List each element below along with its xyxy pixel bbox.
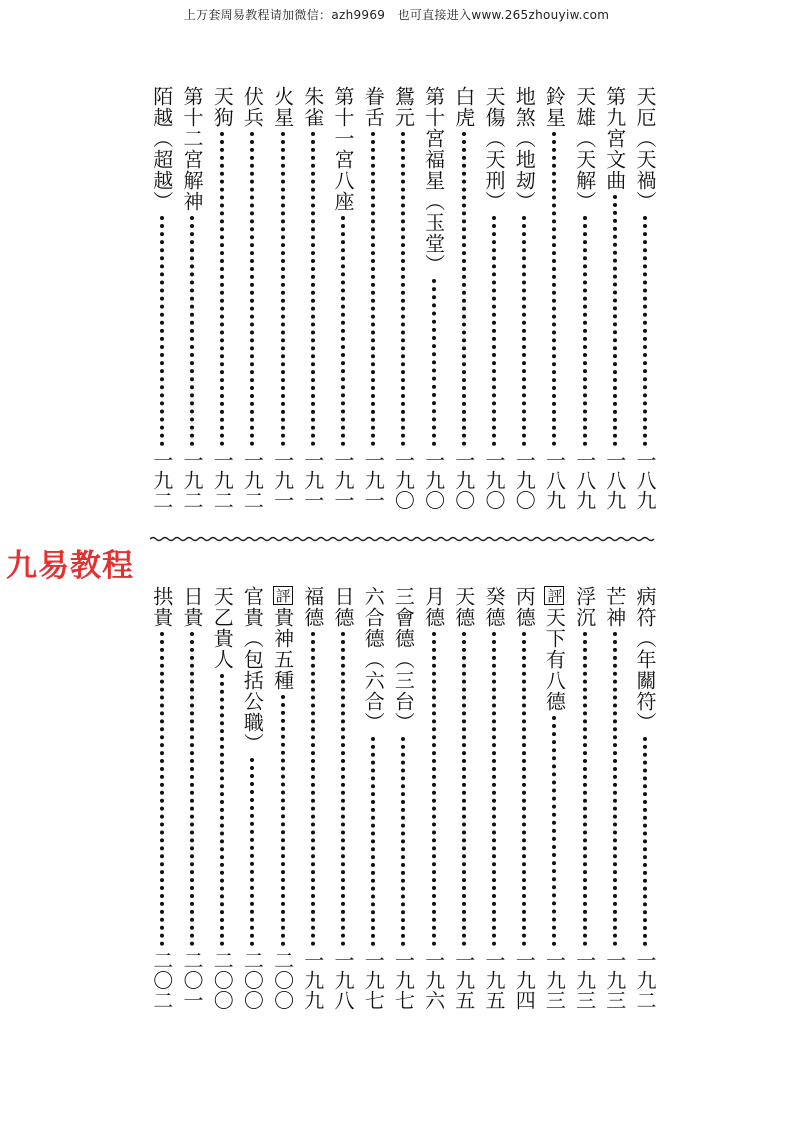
toc-entry: [177, 86, 207, 510]
toc-entry-title: 病符（年關符）: [633, 586, 657, 733]
dot-leader: [190, 632, 194, 946]
dot-leader: [643, 216, 647, 446]
toc-page-number: 一九三: [542, 950, 567, 1010]
dot-leader: [220, 674, 224, 946]
toc-entry: [298, 86, 328, 510]
toc-page-number: 一九五: [482, 950, 506, 1010]
toc-entry: [479, 586, 509, 1010]
toc-entry: [539, 586, 569, 1010]
toc-entry: [449, 586, 479, 1010]
toc-entry: [237, 86, 267, 510]
toc-entry: [358, 586, 388, 1010]
toc-page-number: 二〇二: [149, 950, 174, 1010]
toc-entry-title: 第十一宮八座: [331, 86, 355, 212]
dot-leader: [281, 695, 285, 946]
toc-entry-title: 天傷（天刑）: [482, 86, 506, 212]
dot-leader: [371, 737, 375, 946]
toc-page-number: 一九七: [361, 950, 386, 1010]
toc-entry: [268, 86, 298, 510]
dot-leader: [613, 195, 617, 446]
dot-leader: [432, 632, 436, 946]
dot-leader: [401, 132, 405, 446]
toc-page-number: 一九四: [512, 950, 537, 1010]
toc-entry: [328, 586, 358, 1010]
toc-entry-title: 第十二宮解神: [180, 86, 204, 212]
toc-lower-section: [0, 586, 793, 1010]
toc-page-number: 一九二: [633, 950, 657, 1010]
toc-page-number: 二〇〇: [240, 950, 265, 1010]
toc-entry-title: 天下有八德: [542, 607, 567, 712]
toc-page-number: 一九一: [361, 450, 386, 510]
toc-page-number: 一九五: [451, 950, 476, 1010]
dot-leader: [462, 632, 466, 946]
toc-entry: [630, 586, 660, 1010]
toc-page-number: 一九三: [602, 950, 627, 1010]
dot-leader: [341, 216, 345, 446]
toc-entry: [358, 86, 388, 510]
toc-entry: [328, 86, 358, 510]
dot-leader: [190, 216, 194, 446]
toc-page-number: 一九〇: [451, 450, 476, 510]
toc-entry: [207, 586, 237, 1010]
toc-page-number: 一九〇: [482, 450, 506, 510]
dot-leader: [250, 132, 254, 446]
toc-page-number: 一九〇: [391, 450, 416, 510]
toc-entry: [147, 586, 177, 1010]
toc-entry-title: 白虎: [451, 86, 476, 128]
dot-leader: [552, 716, 556, 946]
toc-entry-title: 眷舌: [361, 86, 386, 128]
dot-leader: [462, 132, 466, 446]
toc-entry: [570, 86, 600, 510]
toc-page-number: 一九〇: [512, 450, 537, 510]
dot-leader: [492, 216, 496, 446]
dot-leader: [522, 632, 526, 946]
toc-entry: [298, 586, 328, 1010]
toc-entry-title: 地煞（地刼）: [512, 86, 537, 212]
dot-leader: [220, 132, 224, 446]
toc-entry-title: 天德: [451, 586, 476, 628]
dot-leader: [492, 632, 496, 946]
toc-page-number: 一八九: [633, 450, 657, 510]
toc-entry: [600, 86, 630, 510]
dot-leader: [583, 216, 587, 446]
toc-entry-title: 陌越（超越）: [149, 86, 174, 212]
toc-entry-title: 福德: [300, 586, 325, 628]
toc-page-number: 一九二: [240, 450, 265, 510]
toc-page-number: 一九八: [331, 950, 355, 1010]
watermark-logo: 九易教程: [6, 548, 134, 584]
toc-page-number: 二〇〇: [270, 950, 295, 1010]
dot-leader: [643, 737, 647, 946]
toc-entry-title: 日德: [331, 586, 355, 628]
dot-leader: [250, 758, 254, 946]
toc-entry: [268, 586, 298, 1010]
toc-page-number: 二〇〇: [210, 950, 235, 1010]
toc-entry-title: 鴛元: [391, 86, 416, 128]
toc-entry: [419, 86, 449, 510]
toc-entry-title: 浮沉: [572, 586, 597, 628]
toc-entry-title: 天狗: [210, 86, 235, 128]
dot-leader: [522, 216, 526, 446]
dot-leader: [160, 216, 164, 446]
dot-leader: [371, 132, 375, 446]
toc-entry: [570, 586, 600, 1010]
toc-entry-title: 鈴星: [542, 86, 567, 128]
toc-entry: [419, 586, 449, 1010]
toc-page-number: 一九一: [300, 450, 325, 510]
dot-leader: [160, 632, 164, 946]
toc-page-number: 一九二: [180, 450, 204, 510]
toc-entry: [388, 86, 418, 510]
toc-page-number: 一九二: [149, 450, 174, 510]
toc-page-number: 一八九: [542, 450, 567, 510]
toc-entry-title: 天雄（天解）: [572, 86, 597, 212]
toc-page-number: 一九七: [391, 950, 416, 1010]
toc-page-number: 一九六: [421, 950, 446, 1010]
dot-leader: [583, 632, 587, 946]
toc-entry-title: 火星: [270, 86, 295, 128]
toc-page-number: 一八九: [602, 450, 627, 510]
toc-page-number: 一九〇: [421, 450, 446, 510]
comment-badge: 評: [545, 588, 564, 603]
toc-entry: [207, 86, 237, 510]
toc-entry-title: 芒神: [602, 586, 627, 628]
comment-badge: 評: [273, 588, 292, 603]
toc-entry: [147, 86, 177, 510]
toc-page-number: 一九二: [210, 450, 235, 510]
toc-entry: [388, 586, 418, 1010]
toc-entry: [177, 586, 207, 1010]
section-divider: [150, 536, 657, 542]
toc-page-number: 一八九: [572, 450, 597, 510]
toc-upper-section: [0, 86, 793, 510]
toc-entry: [479, 86, 509, 510]
toc-entry: [630, 86, 660, 510]
toc-entry-title: 天乙貴人: [210, 586, 235, 670]
toc-entry: [509, 586, 539, 1010]
toc-entry-title: 第十宮福星（玉堂）: [421, 86, 446, 275]
toc-entry-title: 拱貴: [149, 586, 174, 628]
dot-leader: [401, 737, 405, 946]
toc-entry-title: 第九宮文曲: [602, 86, 627, 191]
toc-entry: [600, 586, 630, 1010]
toc-entry-title: 癸德: [482, 586, 506, 628]
dot-leader: [432, 279, 436, 446]
toc-entry-title: 日貴: [180, 586, 204, 628]
toc-entry-title: 朱雀: [300, 86, 325, 128]
toc-entry-title: 三會德（三台）: [391, 586, 416, 733]
toc-entry-title: 月德: [421, 586, 446, 628]
toc-entry-title: 天厄（天禍）: [633, 86, 657, 212]
toc-page-number: 一九一: [270, 450, 295, 510]
dot-leader: [552, 132, 556, 446]
dot-leader: [281, 132, 285, 446]
toc-entry: [237, 586, 267, 1010]
toc-page-number: 二〇一: [180, 950, 204, 1010]
toc-entry-title: 六合德（六合）: [361, 586, 386, 733]
toc-entry-title: 伏兵: [240, 86, 265, 128]
dot-leader: [311, 132, 315, 446]
toc-entry-title: 丙德: [512, 586, 537, 628]
toc-entry-title: 官貴（包括公職）: [240, 586, 265, 754]
toc-entry: [509, 86, 539, 510]
dot-leader: [341, 632, 345, 946]
toc-page-number: 一九三: [572, 950, 597, 1010]
toc-entry: [539, 86, 569, 510]
toc-page-number: 一九一: [331, 450, 355, 510]
dot-leader: [311, 632, 315, 946]
toc-entry-title: 貴神五種: [270, 607, 295, 691]
toc-entry: [449, 86, 479, 510]
dot-leader: [613, 632, 617, 946]
toc-page-number: 一九九: [300, 950, 325, 1010]
page-header: 上万套周易教程请加微信：azh9969 也可直接进入www.265zhouyiw.com: [183, 8, 610, 22]
